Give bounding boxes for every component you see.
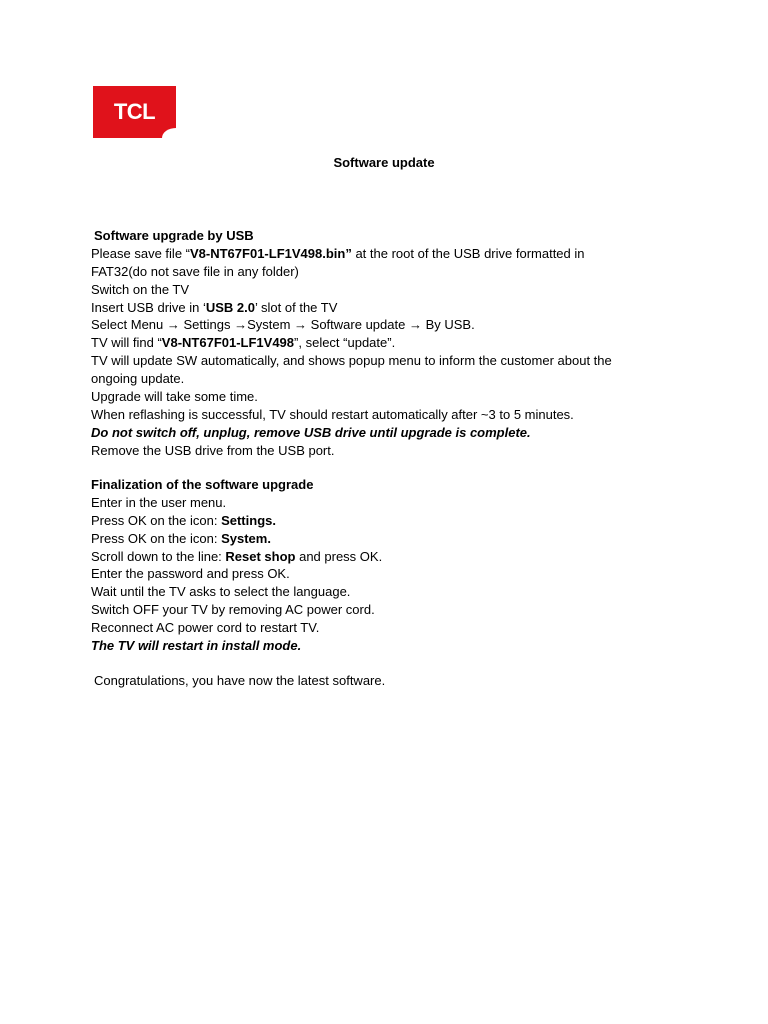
usb-heading: Software upgrade by USB [94, 228, 254, 243]
usb-step-auto-1: TV will update SW automatically, and shows popup menu to inform the customer about the [91, 353, 612, 369]
final-step-password: Enter the password and press OK. [91, 566, 290, 582]
tcl-logo [93, 86, 176, 138]
logo-text: TCL [113, 99, 156, 124]
usb-step-reflash: When reflashing is successful, TV should restart automatically after ~3 to 5 minutes. [91, 406, 574, 422]
usb-step-menu: Select Menu → Settings →System → Software update → By USB. [91, 317, 475, 333]
usb-step-find: TV will find “V8-NT67F01-LF1V498”, select “update”. [91, 335, 396, 351]
page-title: Software update [333, 155, 435, 170]
arrow-right-icon: → [294, 317, 308, 333]
usb-step-fat32: FAT32(do not save file in any folder) [91, 263, 299, 279]
final-step-reconnect: Reconnect AC power cord to restart TV. [91, 620, 320, 636]
usb-slot: USB 2.0 [205, 299, 256, 315]
usb-step-switch-on: Switch on the TV [91, 281, 190, 297]
usb-step-auto-2: ongoing update. [91, 371, 185, 387]
usb-warning: Do not switch off, unplug, remove USB drive until upgrade is complete. [91, 424, 531, 440]
final-step-settings: Press OK on the icon: Settings. [91, 512, 276, 528]
usb-section [91, 227, 691, 460]
arrow-right-icon: → [408, 317, 422, 333]
congrats-text: Congratulations, you have now the latest software. [94, 673, 386, 688]
arrow-right-icon: → [166, 317, 180, 333]
find-code: V8-NT67F01-LF1V498 [161, 335, 295, 351]
final-section [91, 476, 691, 655]
final-step-menu: Enter in the user menu. [91, 494, 227, 510]
usb-step-remove: Remove the USB drive from the USB port. [91, 442, 335, 458]
final-heading: Finalization of the software upgrade [91, 477, 314, 492]
final-install-mode: The TV will restart in install mode. [91, 638, 302, 654]
filename: V8-NT67F01-LF1V498.bin” [190, 245, 352, 261]
usb-step-save: Please save file “V8-NT67F01-LF1V498.bin” at the root of the USB drive formatted in [91, 245, 585, 261]
final-step-wait: Wait until the TV asks to select the language. [91, 584, 351, 600]
final-step-switch-off: Switch OFF your TV by removing AC power cord. [91, 602, 375, 618]
final-step-reset: Scroll down to the line: Reset shop and press OK. [91, 548, 383, 564]
usb-step-insert: Insert USB drive in ‘USB 2.0’ slot of the TV [91, 299, 338, 315]
usb-step-time: Upgrade will take some time. [91, 389, 258, 405]
arrow-right-icon: → [234, 317, 248, 333]
final-step-system: Press OK on the icon: System. [91, 530, 271, 546]
congrats-section [91, 672, 691, 690]
